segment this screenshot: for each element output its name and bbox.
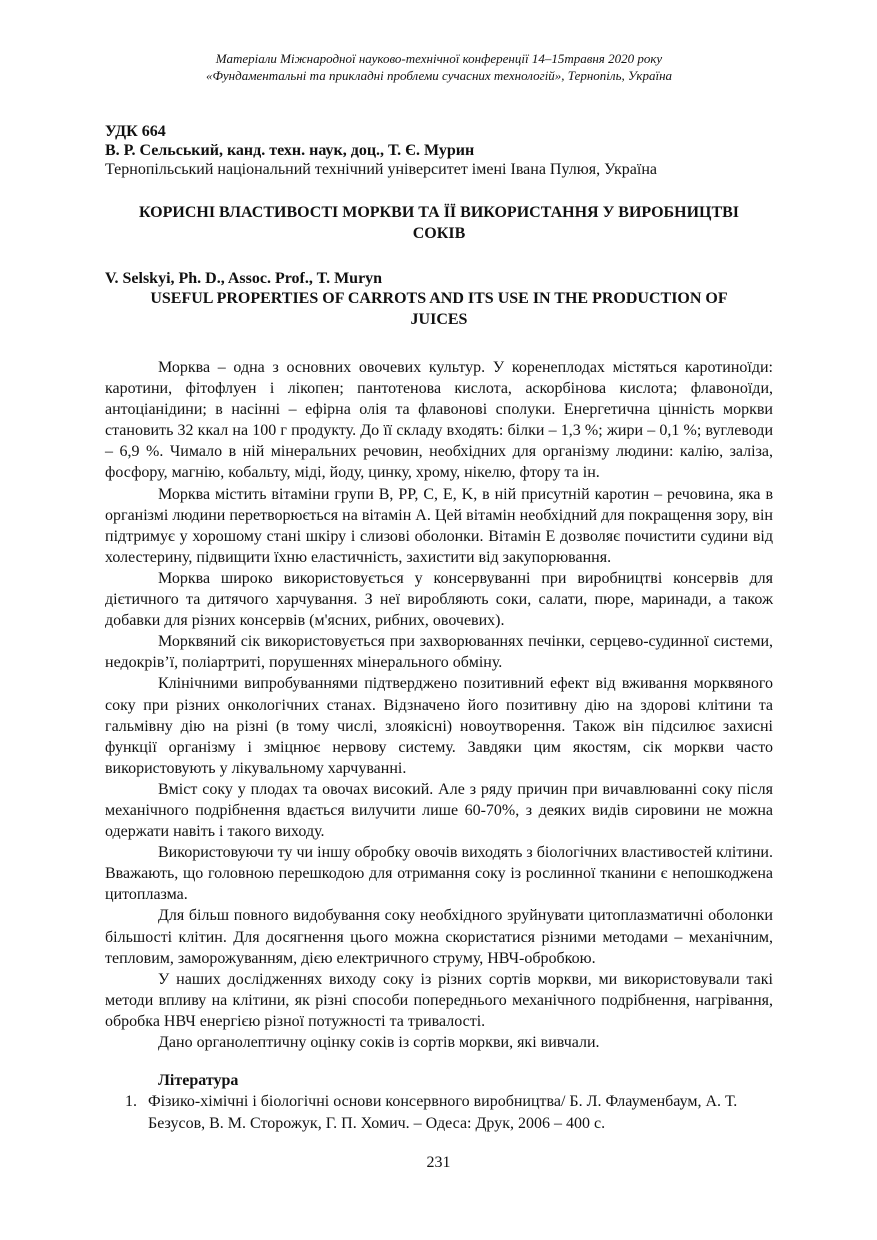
body-paragraph: Використовуючи ту чи іншу обробку овочів виходять з біологічних властивостей клітини. Вважають, що головною перешкодою для отримання соку із рослинної тканини є непошкоджена цитоплазма. — [105, 844, 773, 904]
reference-item — [105, 1091, 773, 1135]
body-paragraph: Дано органолептичну оцінку соків із сортів моркви, які вивчали. — [158, 1034, 600, 1051]
affiliation: Тернопільський національний технічний університет імені Івана Пулюя, Україна — [105, 161, 657, 178]
title-ukrainian: КОРИСНІ ВЛАСТИВОСТІ МОРКВИ ТА ЇЇ ВИКОРИСТАННЯ У ВИРОБНИЦТВІ СОКІВ — [138, 204, 740, 242]
article-body — [105, 357, 773, 1053]
references-list — [105, 1091, 773, 1135]
body-paragraph: Клінічними випробуваннями підтверджено позитивний ефект від вживання морквяного соку при різних онкологічних станах. Відзначено його позитивну дію на здорові клітини та гальмівну дію на різні (в тому числі, злоякісні) новоутворення. Також він підсилює захисні функції організму і зміцнює нервову систему. Завдяки цим якостям, сік моркви часто використовують у лікувальному харчуванні. — [105, 675, 773, 777]
conference-header-line-2: «Фундаментальні та прикладні проблеми сучасних технологій», Тернопіль, Україна — [205, 68, 673, 83]
authors-ukrainian: В. Р. Сельський, канд. техн. наук, доц., Т. Є. Мурин — [105, 142, 475, 159]
conference-header-line-1: Матеріали Міжнародної науково-технічної конференції 14–15травня 2020 року — [215, 51, 663, 66]
body-paragraph: Морква широко використовується у консервуванні при виробництві консервів для дієтичного та дитячого харчування. З неї виробляють соки, салати, пюре, маринади, а також добавки для різних консервів (м'ясних, рибних, овочевих). — [105, 569, 773, 630]
title-english: USEFUL PROPERTIES OF CARROTS AND ITS USE IN THE PRODUCTION OF JUICES — [150, 290, 728, 328]
body-paragraph: У наших дослідженнях виходу соку із різних сортів моркви, ми використовували такі методи впливу на клітини, як різні способи попереднього механічного подрібнення, нагрівання, обробка НВЧ енергією різної потужності та тривалості. — [105, 970, 773, 1030]
authors-english: V. Selskyi, Ph. D., Assoc. Prof., T. Muryn — [105, 270, 383, 287]
paper-page — [105, 50, 773, 1135]
body-paragraph: Вміст соку у плодах та овочах високий. Але з ряду причин при вичавлюванні соку після механічного подрібнення вдається вилучити лише 60-70%, з деяких видів сировини не можна одержати навіть і такого виходу. — [105, 780, 773, 841]
body-paragraph: Морквяний сік використовується при захворюваннях печінки, серцево-судинної системи, недокрів’ї, поліартриті, порушеннях мінерального обміну. — [105, 633, 773, 672]
body-paragraph: Морква містить вітаміни групи B, PP, C, E, K, в ній присутній каротин – речовина, яка в організмі людини перетворюється на вітамін A. Цей вітамін необхідний для покращення зору, він підтримує у хорошому стані шкіру і слизові оболонки. Вітамін E дозволяє почистити судини від холестерину, підвищити їхню еластичність, захистити від закупорювання. — [105, 485, 773, 566]
reference-text: Фізико-хімічні і біологічні основи консервного виробництва/ Б. Л. Флауменбаум, А. Т. Безусов, В. М. Сторожук, Г. П. Хомич. – Одеса: Друк, 2006 – 400 с. — [148, 1093, 738, 1133]
page-number: 231 — [426, 1154, 451, 1171]
references-heading: Література — [158, 1072, 239, 1090]
udk-code: УДК 664 — [105, 123, 166, 140]
body-paragraph: Морква – одна з основних овочевих культур. У коренеплодах містяться каротиноїди: каротини, фітофлуен і лікопен; пантотенова кислота, аскорбінова кислота; флавоноїди, антоціанідини; в насінні – ефірна олія та флавонові сполуки. Енергетична цінність моркви становить 32 ккал на 100 г продукту. До її складу входять: білки – 1,3 %; жири – 0,1 %; вуглеводи – 6,9 %. Чимало в ній мінеральних речовин, необхідних для організму людини: калію, заліза, фосфору, магнію, кобальту, міді, йоду, цинку, хрому, нікелю, фтору та ін. — [105, 359, 773, 482]
body-paragraph: Для більш повного видобування соку необхідного зруйнувати цитоплазматичні оболонки більшості клітин. Для досягнення цього можна скористатися різними методами – механічним, тепловим, заморожуванням, дією електричного струму, НВЧ-обробкою. — [105, 907, 773, 967]
reference-number: 1. — [125, 1093, 137, 1111]
